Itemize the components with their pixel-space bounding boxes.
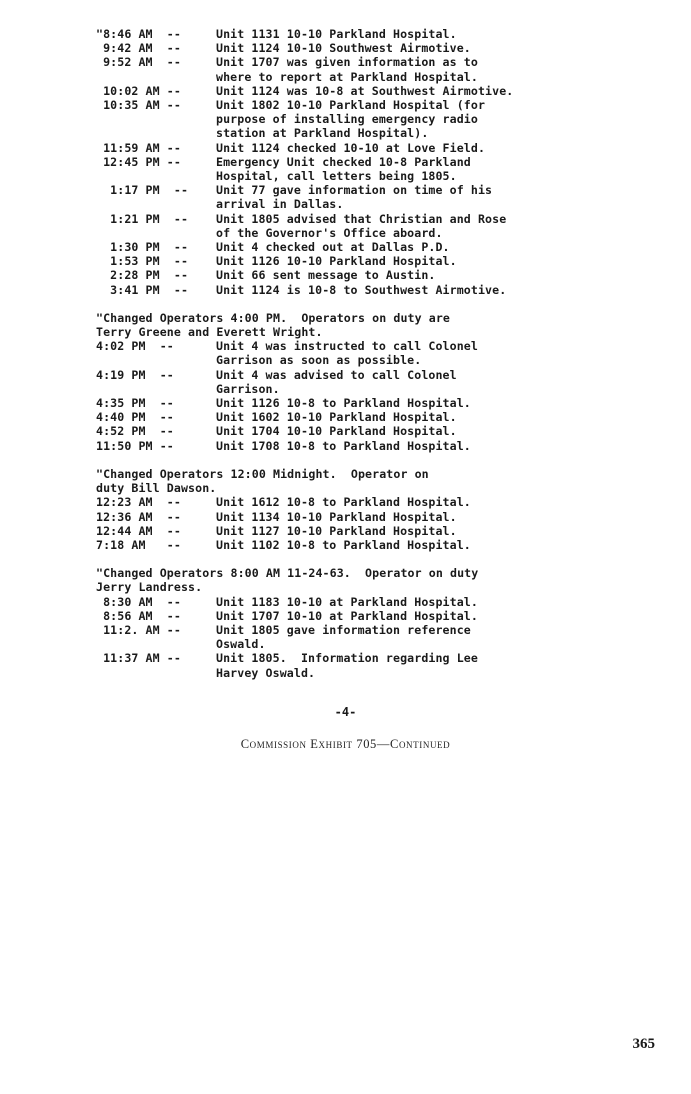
log-entry-time: 8:56 AM -- — [96, 608, 181, 623]
log-entry-text: Unit 1708 10-8 to Parkland Hospital. — [216, 438, 471, 453]
operator-change-note-3: "Changed Operators 8:00 AM 11-24-63. Operator on duty Jerry Landress. — [96, 566, 479, 595]
log-entry — [96, 595, 656, 609]
log-entry — [96, 510, 656, 524]
log-entry-text: Unit 1124 checked 10-10 at Love Field. — [216, 140, 486, 155]
log-entry-time: 11:37 AM -- — [96, 651, 181, 666]
log-entry-time: 11:50 PM -- — [96, 438, 174, 453]
log-entry-text: Unit 4 checked out at Dallas P.D. — [216, 240, 450, 255]
log-entry-text: Unit 66 sent message to Austin. — [216, 268, 436, 283]
log-entry-time: 12:45 PM -- — [96, 154, 181, 169]
log-entry-text: Unit 1127 10-10 Parkland Hospital. — [216, 523, 457, 538]
radio-log — [96, 27, 656, 680]
log-entry-time: 12:23 AM -- — [96, 495, 181, 510]
log-entry — [96, 524, 656, 538]
log-entry — [96, 268, 656, 282]
log-entry — [96, 240, 656, 254]
log-group-1 — [96, 27, 656, 297]
log-entry — [96, 84, 656, 98]
log-entry-text: Unit 1102 10-8 to Parkland Hospital. — [216, 537, 471, 552]
log-entry-time: 9:52 AM -- — [96, 55, 181, 70]
log-entry — [96, 538, 656, 552]
log-entry-time: 2:28 PM -- — [96, 268, 189, 283]
log-entry — [96, 212, 656, 240]
log-entry-time: 7:18 AM -- — [96, 537, 181, 552]
log-entry-time: 9:42 AM -- — [96, 41, 181, 56]
log-entry — [96, 396, 656, 410]
log-entry-time: 1:53 PM -- — [96, 254, 189, 269]
log-entry-text: Unit 1124 is 10-8 to Southwest Airmotive. — [216, 282, 507, 297]
log-entry-time: 11:2. AM -- — [96, 622, 181, 637]
log-entry — [96, 155, 656, 183]
log-entry — [96, 141, 656, 155]
log-entry-text: Unit 1126 10-10 Parkland Hospital. — [216, 254, 457, 269]
log-entry — [96, 254, 656, 268]
log-entry-time: 4:02 PM -- — [96, 339, 174, 354]
log-entry-time: 10:02 AM -- — [96, 83, 181, 98]
log-entry-time: 10:35 AM -- — [96, 98, 181, 113]
log-entry — [96, 339, 656, 367]
log-entry — [96, 410, 656, 424]
operator-change-note-1: "Changed Operators 4:00 PM. Operators on duty are Terry Greene and Everett Wright. — [96, 310, 451, 340]
log-entry-text: Unit 1802 10-10 Parkland Hospital (for purpose of installing emergency radio station at Parkland Hospital). — [216, 98, 486, 141]
log-entry — [96, 55, 656, 83]
log-entry-text: Unit 4 was instructed to call Colonel Garrison as soon as possible. — [216, 339, 478, 368]
log-entry-time: 4:19 PM -- — [96, 367, 174, 382]
log-entry-text: Emergency Unit checked 10-8 Parkland Hospital, call letters being 1805. — [216, 154, 471, 184]
log-entry — [96, 623, 656, 651]
log-entry-time: 1:30 PM -- — [96, 240, 189, 255]
exhibit-caption: Commission Exhibit 705—Continued — [240, 737, 451, 751]
log-entry-time: 4:35 PM -- — [96, 396, 174, 411]
log-entry-text: Unit 1124 was 10-8 at Southwest Airmotive. — [216, 83, 514, 98]
log-entry-text: Unit 1707 was given information as to where to report at Parkland Hospital. — [216, 55, 478, 84]
log-entry-time: 1:21 PM -- — [96, 211, 189, 226]
log-entry — [96, 439, 656, 453]
log-entry — [96, 495, 656, 509]
log-entry-text: Unit 1805 gave information reference Oswald. — [216, 622, 471, 652]
log-entry-time: 4:40 PM -- — [96, 410, 174, 425]
log-entry-time: 8:30 AM -- — [96, 594, 181, 609]
log-entry-time: "8:46 AM -- — [96, 27, 181, 41]
page-number: -4- — [334, 705, 357, 719]
log-entry-text: Unit 1126 10-8 to Parkland Hospital. — [216, 396, 471, 411]
operator-change-note-2: "Changed Operators 12:00 Midnight. Operator on duty Bill Dawson. — [96, 466, 429, 496]
log-entry — [96, 368, 656, 396]
log-entry-text: Unit 1131 10-10 Parkland Hospital. — [216, 27, 457, 41]
log-entry-text: Unit 1805 advised that Christian and Rose of the Governor's Office aboard. — [216, 211, 507, 240]
log-entry-time: 3:41 PM -- — [96, 282, 189, 297]
log-entry-time: 11:59 AM -- — [96, 140, 181, 155]
log-entry — [96, 651, 656, 679]
log-entry-text: Unit 1612 10-8 to Parkland Hospital. — [216, 495, 471, 510]
log-entry-text: Unit 1602 10-10 Parkland Hospital. — [216, 410, 457, 425]
log-entry-text: Unit 4 was advised to call Colonel Garrison. — [216, 367, 457, 396]
log-entry — [96, 41, 656, 55]
log-entry-text: Unit 1707 10-10 at Parkland Hospital. — [216, 608, 478, 623]
log-entry-text: Unit 1124 10-10 Southwest Airmotive. — [216, 41, 471, 56]
log-entry-text: Unit 1704 10-10 Parkland Hospital. — [216, 424, 457, 439]
log-entry-time: 4:52 PM -- — [96, 424, 174, 439]
log-entry-time: 1:17 PM -- — [96, 183, 189, 198]
log-entry-text: Unit 1805. Information regarding Lee Harvey Oswald. — [216, 651, 478, 680]
folio-number: 365 — [632, 1036, 655, 1052]
log-entry — [96, 27, 656, 41]
log-group-3 — [96, 495, 656, 552]
log-entry — [96, 609, 656, 623]
log-entry-text: Unit 1183 10-10 at Parkland Hospital. — [216, 594, 478, 609]
log-entry — [96, 98, 656, 141]
log-group-2 — [96, 339, 656, 453]
log-group-4 — [96, 595, 656, 680]
log-entry — [96, 283, 656, 297]
log-entry — [96, 424, 656, 438]
log-entry-time: 12:36 AM -- — [96, 509, 181, 524]
log-entry-text: Unit 1134 10-10 Parkland Hospital. — [216, 509, 457, 524]
log-entry-text: Unit 77 gave information on time of his arrival in Dallas. — [216, 183, 493, 212]
log-entry-time: 12:44 AM -- — [96, 523, 181, 538]
log-entry — [96, 183, 656, 211]
